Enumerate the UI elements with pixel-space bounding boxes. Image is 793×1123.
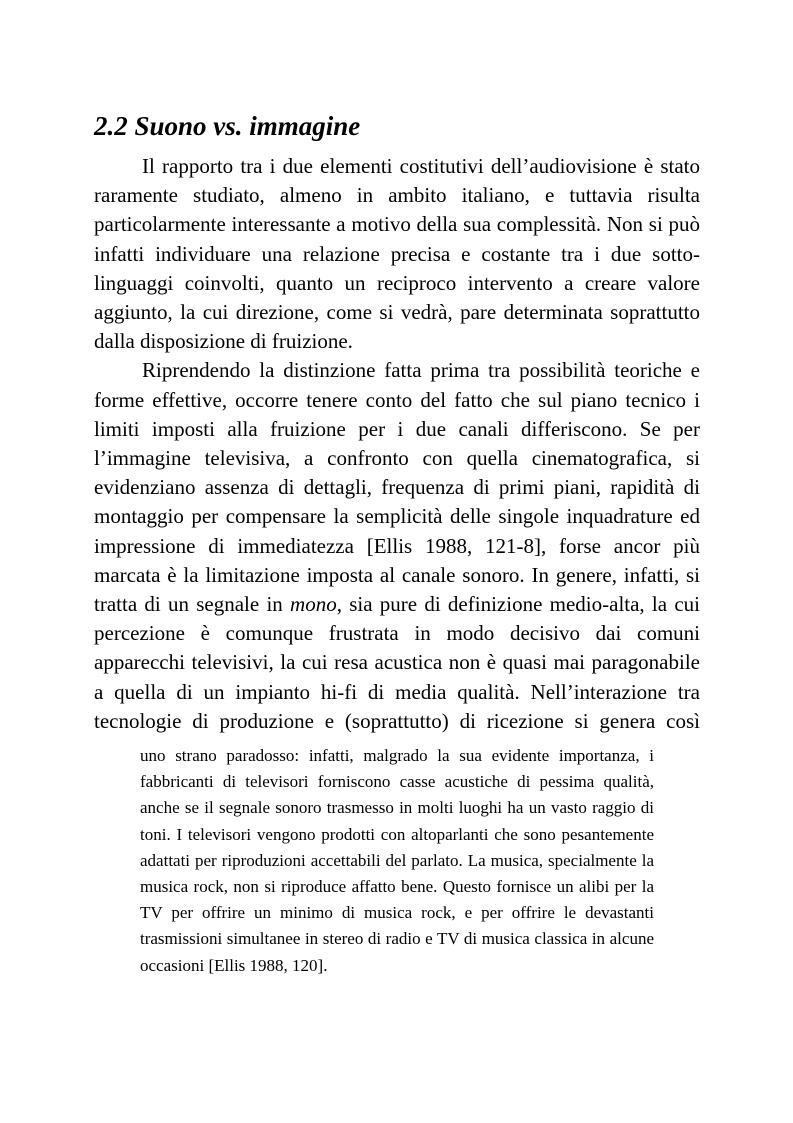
paragraph-1: Il rapporto tra i due elementi costitutivi dell’audiovisione è stato raramente studiato, almeno in ambito italiano, e tuttavia risulta particolarmente interessante a motivo della sua complessità. Non si può infatti individuare una relazione precisa e costante tra i due sotto-linguaggi coinvolti, quanto un reciproco intervento a creare valore aggiunto, la cui direzione, come si vedrà, pare determinata soprattutto dalla disposizione di fruizione.: [94, 154, 700, 354]
section-heading: 2.2 Suono vs. immagine: [94, 111, 361, 141]
paragraph-2: [94, 356, 700, 736]
paragraph-2-text-end: , sia pure di definizione medio-alta, la cui percezione è comunque frustrata in modo decisivo dai comuni apparecchi televisivi, la cui resa acustica non è quasi mai paragonabile a quella di un impianto hi-fi di media qualità. Nell’interazione tra tecnologie di produzione e (soprattutto) di ricezione si genera così: [94, 592, 700, 733]
paragraph-2-text-start: Riprendendo la distinzione fatta prima tra possibilità teoriche e forme effettive, occorre tenere conto del fatto che sul piano tecnico i limiti imposti alla fruizione per i due canali differiscono. Se per l’immagine televisiva, a confronto con quella cinematografica, si evidenziano assenza di dettagli, frequenza di primi piani, rapidità di montaggio per compensare la semplicità delle singole inquadrature ed impressione di immediatezza [Ellis 1988, 121-8], forse ancor più marcata è la limitazione imposta al canale sonoro. In genere, infatti, si tratta di un segnale in: [94, 358, 700, 617]
paragraph-2-italic-term: mono: [290, 592, 337, 617]
block-quote: uno strano paradosso: infatti, malgrado la sua evidente importanza, i fabbricanti di televisori forniscono casse acustiche di pessima qualità, anche se il segnale sonoro trasmesso in molti luoghi ha un vasto raggio di toni. I televisori vengono prodotti con altoparlanti che sono pesantemente adattati per riproduzioni accettabili del parlato. La musica, specialmente la musica rock, non si riproduce affatto bene. Questo fornisce un alibi per la TV per offrire un minimo di musica rock, e per offrire le devastanti trasmissioni simultanee in stereo di radio e TV di musica classica in alcune occasioni [Ellis 1988, 120].: [140, 746, 654, 975]
body-text: [94, 152, 700, 736]
